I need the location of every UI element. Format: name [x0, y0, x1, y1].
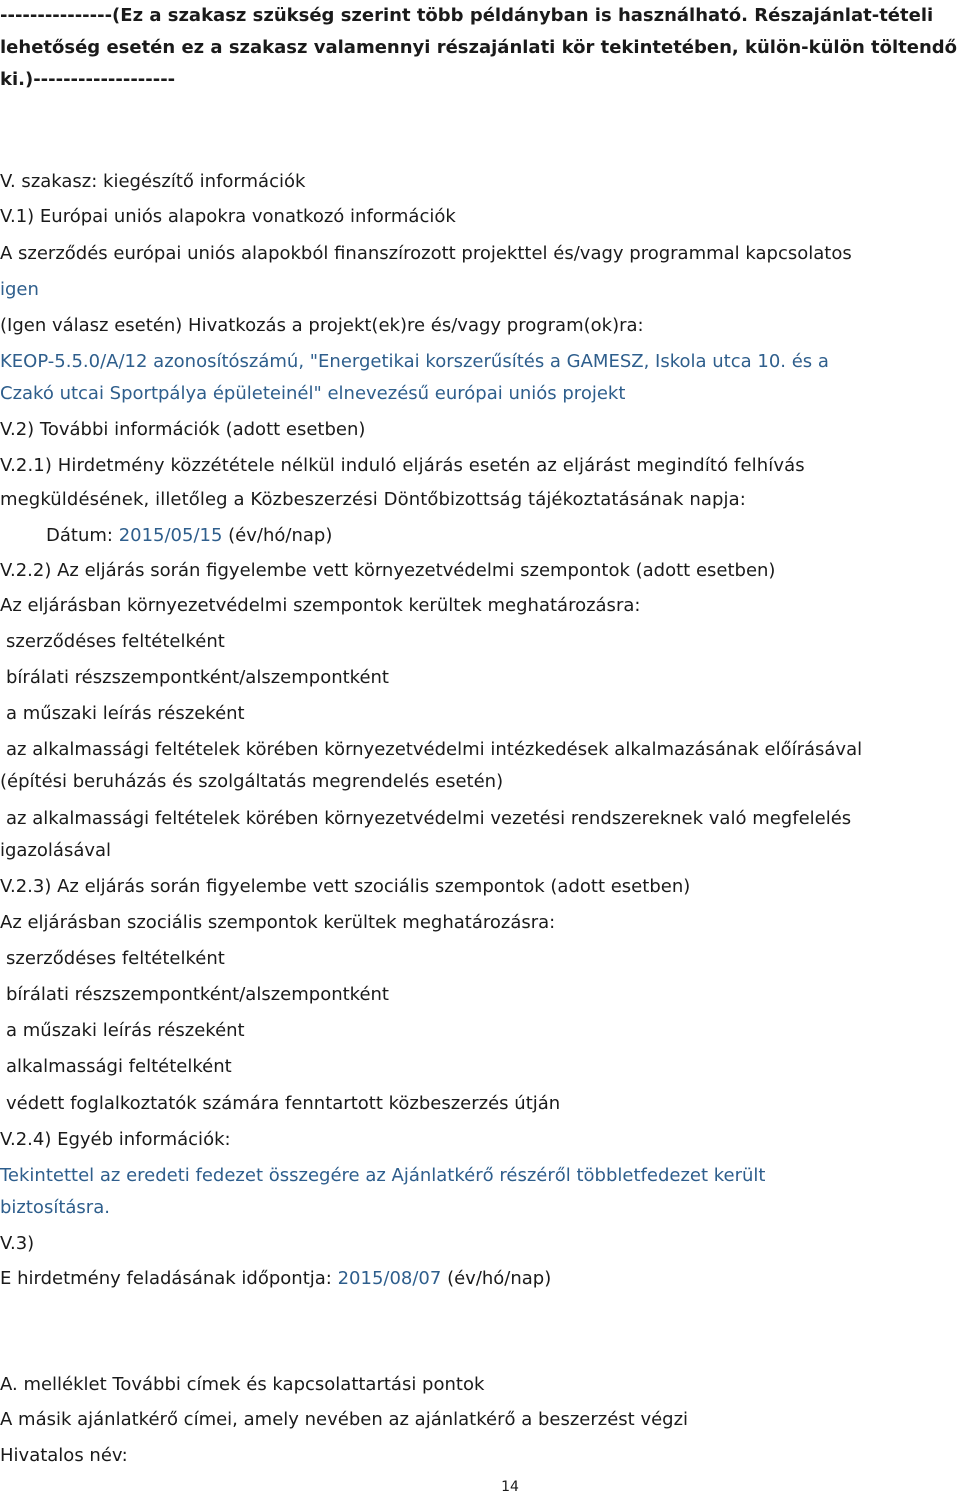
- header-line-3: ki.)-------------------: [0, 69, 176, 90]
- v1-reference-value-line-1: KEOP-5.5.0/A/12 azonosítószámú, "Energetikai korszerűsítés a GAMESZ, Iskola utca 10. és a: [0, 351, 829, 372]
- annex-a-subtitle: A másik ajánlatkérő címei, amely nevében az ajánlatkérő a beszerzést végzi: [0, 1409, 689, 1430]
- v22-intro: Az eljárásban környezetvédelmi szempontok kerültek meghatározásra:: [0, 595, 641, 616]
- v23-intro: Az eljárásban szociális szempontok kerültek meghatározásra:: [0, 912, 556, 933]
- v23-item: bírálati részszempontként/alszempontként: [6, 984, 389, 1005]
- v22-item: igazolásával: [0, 840, 112, 861]
- v1-question: A szerződés európai uniós alapokból finanszírozott projekttel és/vagy programmal kapcsolatos: [0, 243, 852, 264]
- section-v-title: V. szakasz: kiegészítő információk: [0, 171, 306, 192]
- v24-value-line-1: Tekintettel az eredeti fedezet összegére az Ajánlatkérő részéről többletfedezet került: [0, 1165, 766, 1186]
- v1-reference-label: (Igen válasz esetén) Hivatkozás a projekt(ek)re és/vagy program(ok)ra:: [0, 315, 644, 336]
- v23-item: alkalmassági feltételként: [6, 1056, 232, 1077]
- annex-a-title: A. melléklet További címek és kapcsolattartási pontok: [0, 1374, 485, 1395]
- page-number: 14: [501, 1479, 519, 1495]
- v3-date-value: 2015/08/07: [337, 1268, 442, 1289]
- v22-item: az alkalmassági feltételek körében környezetvédelmi vezetési rendszereknek való megfelelés: [6, 808, 852, 829]
- v21-date-value: 2015/05/15: [118, 525, 223, 546]
- v22-title: V.2.2) Az eljárás során figyelembe vett környezetvédelmi szempontok (adott esetben): [0, 560, 776, 581]
- v23-item: a műszaki leírás részeként: [6, 1020, 245, 1041]
- annex-a-name-label: Hivatalos név:: [0, 1445, 128, 1466]
- v22-item: a műszaki leírás részeként: [6, 703, 245, 724]
- v22-item: bírálati részszempontként/alszempontként: [6, 667, 389, 688]
- v22-item: (építési beruházás és szolgáltatás megrendelés esetén): [0, 771, 504, 792]
- v24-title: V.2.4) Egyéb információk:: [0, 1129, 231, 1150]
- v23-item: védett foglalkoztatók számára fenntartott közbeszerzés útján: [6, 1093, 561, 1114]
- v23-title: V.2.3) Az eljárás során figyelembe vett szociális szempontok (adott esetben): [0, 876, 691, 897]
- v21-date-unit: (év/hó/nap): [222, 525, 333, 546]
- v21-line-1: V.2.1) Hirdetmény közzététele nélkül induló eljárás esetén az eljárást megindító felhívás: [0, 455, 805, 476]
- v21-date-row: [46, 520, 332, 552]
- header-line-1: ---------------(Ez a szakasz szükség szerint több példányban is használható. Részajánlat-tételi: [0, 5, 934, 26]
- v3-date-unit: (év/hó/nap): [441, 1268, 552, 1289]
- v3-title: V.3): [0, 1233, 35, 1254]
- v22-item: szerződéses feltételként: [6, 631, 225, 652]
- v1-reference-value-line-2: Czakó utcai Sportpálya épületeinél" elnevezésű európai uniós projekt: [0, 383, 626, 404]
- v21-date-label: Dátum:: [46, 525, 119, 546]
- v21-line-2: megküldésének, illetőleg a Közbeszerzési Döntőbizottság tájékoztatásának napja:: [0, 489, 746, 510]
- v24-value-line-2: biztosításra.: [0, 1197, 110, 1218]
- v3-date-row: [0, 1263, 551, 1295]
- v1-answer: igen: [0, 279, 39, 300]
- v3-label: E hirdetmény feladásának időpontja:: [0, 1268, 338, 1289]
- header-line-2: lehetőség esetén ez a szakasz valamennyi részajánlati kör tekintetében, külön-külön töltendő: [0, 37, 958, 58]
- v2-title: V.2) További információk (adott esetben): [0, 419, 366, 440]
- v23-item: szerződéses feltételként: [6, 948, 225, 969]
- v22-item: az alkalmassági feltételek körében környezetvédelmi intézkedések alkalmazásának előírásával: [6, 739, 863, 760]
- v1-title: V.1) Európai uniós alapokra vonatkozó információk: [0, 206, 456, 227]
